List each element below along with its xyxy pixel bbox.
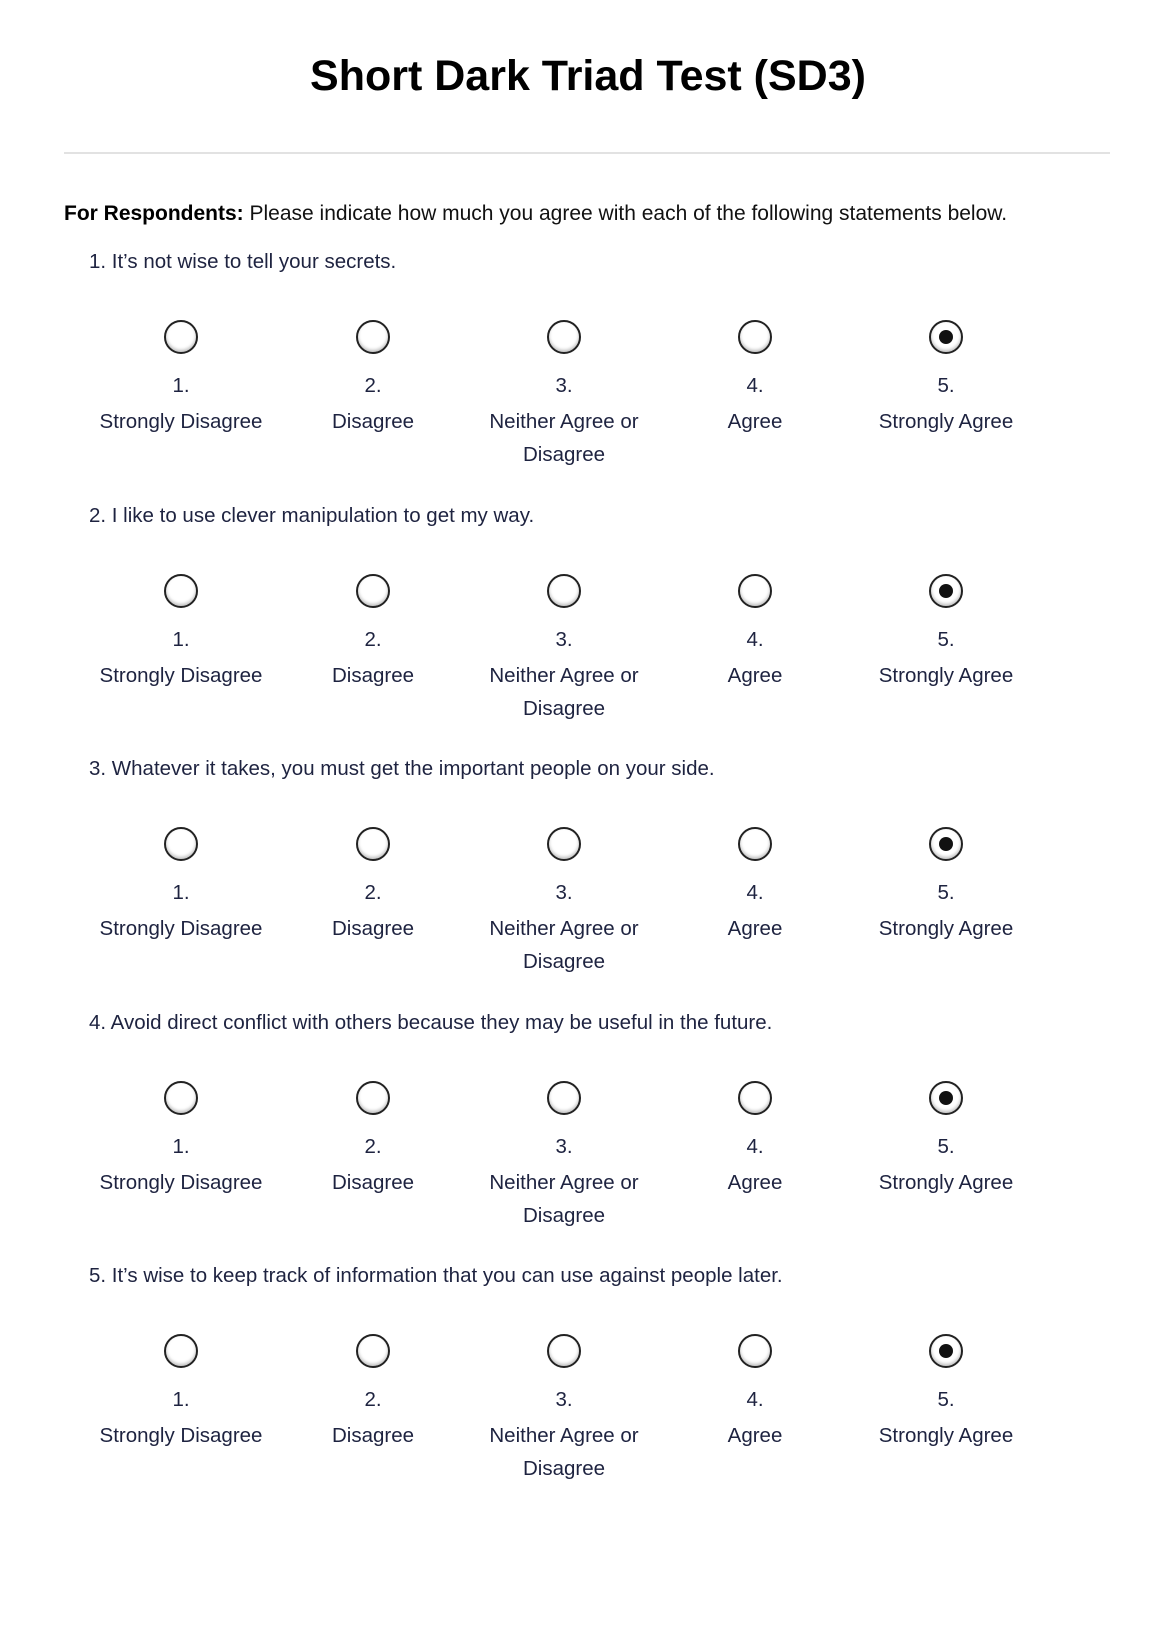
likert-option[interactable] xyxy=(278,827,468,945)
likert-option[interactable] xyxy=(660,1334,850,1452)
option-label: Disagree xyxy=(331,1170,415,1194)
radio-button[interactable] xyxy=(738,1081,772,1115)
likert-option[interactable] xyxy=(660,827,850,945)
radio-button[interactable] xyxy=(356,827,390,861)
likert-option[interactable] xyxy=(86,1334,276,1452)
likert-option[interactable] xyxy=(278,574,468,692)
radio-button[interactable] xyxy=(929,827,963,861)
question-text: 2. I like to use clever manipulation to get my way. xyxy=(89,503,535,527)
option-label: Agree xyxy=(727,917,783,940)
option-number: 4. xyxy=(746,627,764,651)
radio-button[interactable] xyxy=(164,1081,198,1115)
radio-button[interactable] xyxy=(356,320,390,354)
likert-option[interactable] xyxy=(86,827,276,945)
option-number: 2. xyxy=(364,1134,382,1158)
option-label: Disagree xyxy=(331,917,415,940)
option-label: Agree xyxy=(727,1170,783,1194)
likert-option[interactable] xyxy=(660,320,850,438)
likert-option[interactable] xyxy=(469,574,659,725)
likert-option[interactable] xyxy=(469,1334,659,1485)
option-label: Strongly Agree xyxy=(878,1170,1014,1194)
divider xyxy=(64,152,1110,154)
option-number: 2. xyxy=(364,881,382,904)
option-label: Strongly Disagree xyxy=(99,1170,263,1194)
option-label: Disagree xyxy=(331,1424,415,1447)
radio-button[interactable] xyxy=(356,574,390,608)
radio-button[interactable] xyxy=(547,827,581,861)
option-number: 5. xyxy=(937,374,955,397)
radio-button[interactable] xyxy=(547,574,581,608)
question-text: 5. It’s wise to keep track of information that you can use against people later. xyxy=(89,1264,783,1287)
radio-button[interactable] xyxy=(547,1334,581,1368)
option-label: Neither Agree or Disagree xyxy=(489,917,639,973)
option-number: 3. xyxy=(555,374,573,397)
radio-button[interactable] xyxy=(738,1334,772,1368)
option-number: 5. xyxy=(937,627,955,651)
option-number: 5. xyxy=(937,1134,955,1158)
option-number: 1. xyxy=(172,627,190,651)
option-number: 1. xyxy=(172,1134,190,1158)
likert-option[interactable] xyxy=(469,827,659,978)
radio-button[interactable] xyxy=(929,1334,963,1368)
option-label: Disagree xyxy=(331,410,415,433)
option-label: Neither Agree or Disagree xyxy=(489,410,639,466)
radio-button[interactable] xyxy=(738,827,772,861)
option-number: 5. xyxy=(937,1388,955,1411)
option-label: Strongly Disagree xyxy=(99,917,263,940)
option-number: 5. xyxy=(937,881,955,904)
likert-option[interactable] xyxy=(86,1081,276,1199)
option-label: Agree xyxy=(727,663,783,687)
option-label: Strongly Agree xyxy=(878,917,1014,940)
option-number: 2. xyxy=(364,1388,382,1411)
option-number: 2. xyxy=(364,374,382,397)
likert-option[interactable] xyxy=(278,1334,468,1452)
question-item xyxy=(0,1264,1176,1529)
radio-button[interactable] xyxy=(929,574,963,608)
option-number: 1. xyxy=(172,881,190,904)
option-number: 1. xyxy=(172,374,190,397)
option-number: 4. xyxy=(746,881,764,904)
option-label: Strongly Agree xyxy=(878,663,1014,687)
radio-button[interactable] xyxy=(547,1081,581,1115)
radio-button[interactable] xyxy=(929,1081,963,1115)
radio-button[interactable] xyxy=(164,1334,198,1368)
option-label: Strongly Disagree xyxy=(99,1424,263,1447)
option-number: 4. xyxy=(746,1134,764,1158)
radio-button[interactable] xyxy=(164,827,198,861)
question-item xyxy=(0,1010,1176,1276)
option-label: Strongly Agree xyxy=(878,1424,1014,1447)
likert-option[interactable] xyxy=(660,1081,850,1199)
question-text: 3. Whatever it takes, you must get the important people on your side. xyxy=(89,757,715,780)
radio-button[interactable] xyxy=(929,320,963,354)
question-text: 4. Avoid direct conflict with others because they may be useful in the future. xyxy=(89,1010,773,1034)
likert-option[interactable] xyxy=(851,1334,1041,1452)
question-item xyxy=(0,250,1176,515)
radio-button[interactable] xyxy=(164,574,198,608)
option-number: 4. xyxy=(746,1388,764,1411)
likert-option[interactable] xyxy=(851,574,1041,692)
option-number: 3. xyxy=(555,1134,573,1158)
question-item xyxy=(0,757,1176,1022)
option-number: 1. xyxy=(172,1388,190,1411)
page-title: Short Dark Triad Test (SD3) xyxy=(310,52,866,100)
likert-option[interactable] xyxy=(278,320,468,438)
option-label: Neither Agree or Disagree xyxy=(489,663,639,720)
likert-option[interactable] xyxy=(851,827,1041,945)
instructions xyxy=(64,202,1007,226)
option-number: 4. xyxy=(746,374,764,397)
option-label: Strongly Disagree xyxy=(99,663,263,687)
question-item xyxy=(0,503,1176,769)
radio-button[interactable] xyxy=(356,1081,390,1115)
radio-button[interactable] xyxy=(164,320,198,354)
option-number: 3. xyxy=(555,627,573,651)
option-label: Neither Agree or Disagree xyxy=(489,1424,639,1480)
option-number: 2. xyxy=(364,627,382,651)
likert-option[interactable] xyxy=(469,1081,659,1232)
likert-option[interactable] xyxy=(86,320,276,438)
likert-option[interactable] xyxy=(851,320,1041,438)
likert-option[interactable] xyxy=(86,574,276,692)
radio-button[interactable] xyxy=(356,1334,390,1368)
instructions-text: Please indicate how much you agree with each of the following statements below. xyxy=(243,202,1008,225)
option-number: 3. xyxy=(555,881,573,904)
option-label: Agree xyxy=(727,1424,783,1447)
instructions-label: For Respondents: xyxy=(64,202,244,225)
likert-option[interactable] xyxy=(851,1081,1041,1199)
option-label: Neither Agree or Disagree xyxy=(489,1170,639,1227)
option-label: Disagree xyxy=(331,663,415,687)
radio-button[interactable] xyxy=(738,320,772,354)
likert-option[interactable] xyxy=(469,320,659,471)
option-number: 3. xyxy=(555,1388,573,1411)
likert-option[interactable] xyxy=(278,1081,468,1199)
option-label: Strongly Agree xyxy=(878,410,1014,433)
question-text: 1. It’s not wise to tell your secrets. xyxy=(89,250,397,273)
option-label: Strongly Disagree xyxy=(99,410,263,433)
option-label: Agree xyxy=(727,410,783,433)
radio-button[interactable] xyxy=(738,574,772,608)
radio-button[interactable] xyxy=(547,320,581,354)
likert-option[interactable] xyxy=(660,574,850,692)
